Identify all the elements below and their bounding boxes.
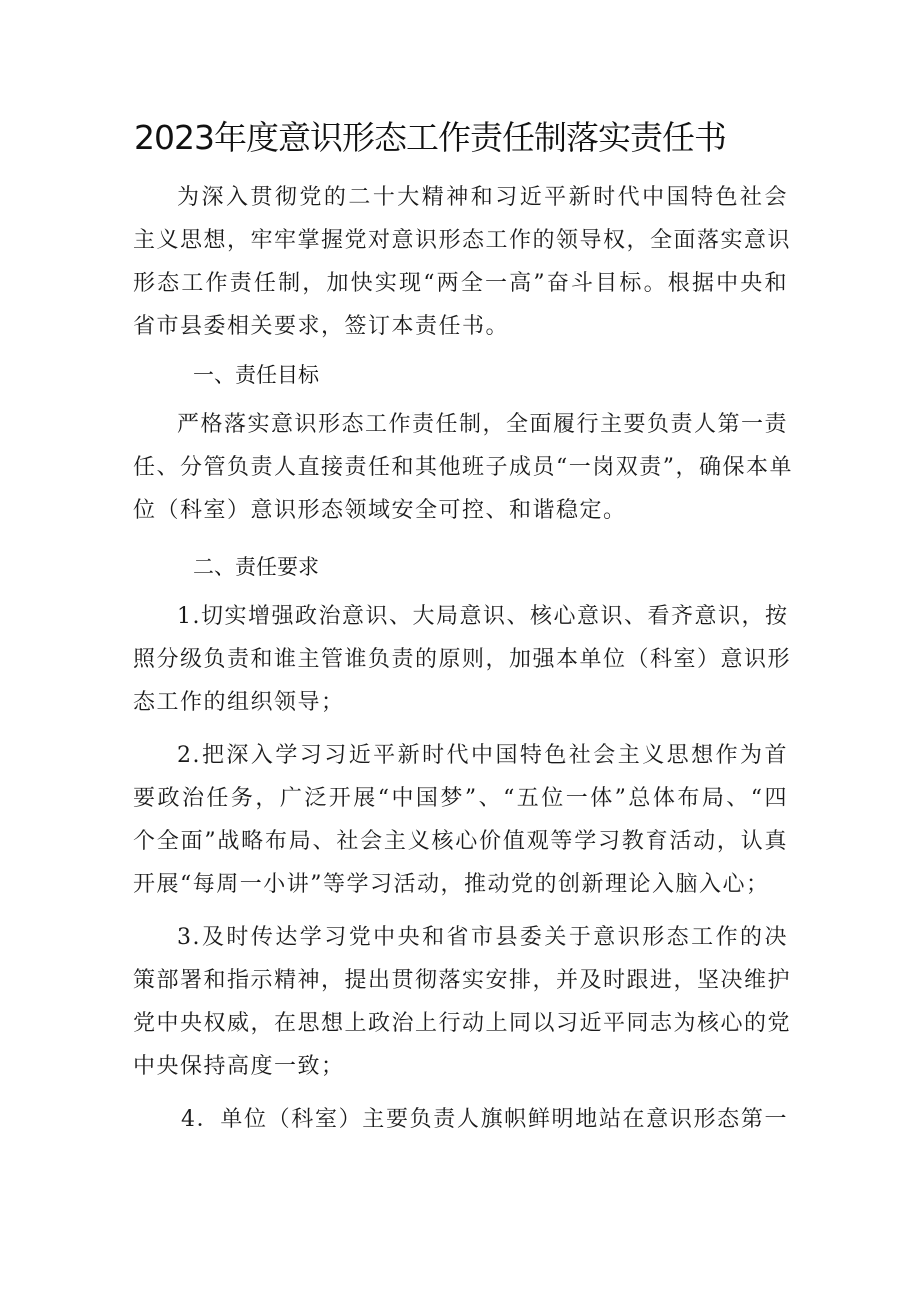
requirement-line: 4．单位（科室）主要负责人旗帜鲜明地站在意识形态第一 [181, 1107, 788, 1132]
requirement-item-2 [133, 734, 788, 906]
requirement-line: 中央保持高度一致； [133, 1054, 345, 1079]
intro-line: 省市县委相关要求，签订本责任书。 [133, 314, 510, 339]
requirement-line: 开展“每周一小讲”等学习活动，推动党的创新理论入脑入心； [133, 872, 770, 897]
goals-line: 严格落实意识形态工作责任制，全面履行主要负责人第一责 [177, 412, 789, 437]
goals-paragraph [133, 403, 793, 532]
requirement-line: 照分级负责和谁主管谁负责的原则，加强本单位（科室）意识形 [133, 647, 792, 672]
intro-line: 主义思想，牢牢掌握党对意识形态工作的领导权，全面落实意识 [133, 228, 792, 253]
requirement-line: 策部署和指示精神，提出贯彻落实安排，并及时跟进，坚决维护 [133, 968, 792, 993]
requirement-line: 个全面”战略布局、社会主义核心价值观等学习教育活动，认真 [133, 829, 788, 854]
requirement-line: 要政治任务，广泛开展“中国梦”、“五位一体”总体布局、“四 [133, 786, 788, 811]
requirement-line: 1.切实增强政治意识、大局意识、核心意识、看齐意识，按 [177, 604, 789, 629]
goals-line: 任、分管负责人直接责任和其他班子成员“一岗双责”，确保本单 [133, 455, 793, 480]
goals-line: 位（科室）意识形态领域安全可控、和谐稳定。 [133, 498, 627, 523]
document-title: 2023年度意识形态工作责任制落实责任书 [134, 118, 726, 157]
requirement-item-4 [133, 1098, 788, 1141]
requirement-line: 态工作的组织领导； [133, 690, 345, 715]
document-body [133, 176, 793, 1141]
intro-line: 为深入贯彻党的二十大精神和习近平新时代中国特色社会 [177, 185, 788, 210]
requirement-item-1 [133, 595, 792, 724]
requirement-line: 2.把深入学习习近平新时代中国特色社会主义思想作为首 [177, 743, 788, 768]
requirement-item-3 [133, 916, 792, 1088]
intro-paragraph [133, 176, 792, 348]
requirement-line: 3.及时传达学习党中央和省市县委关于意识形态工作的决 [177, 925, 788, 950]
section-heading-goals: 一、责任目标 [193, 363, 319, 387]
section-heading-requirements: 二、责任要求 [193, 555, 319, 579]
intro-line: 形态工作责任制，加快实现“两全一高”奋斗目标。根据中央和 [133, 271, 788, 296]
requirement-line: 党中央权威，在思想上政治上行动上同以习近平同志为核心的党 [133, 1011, 792, 1036]
